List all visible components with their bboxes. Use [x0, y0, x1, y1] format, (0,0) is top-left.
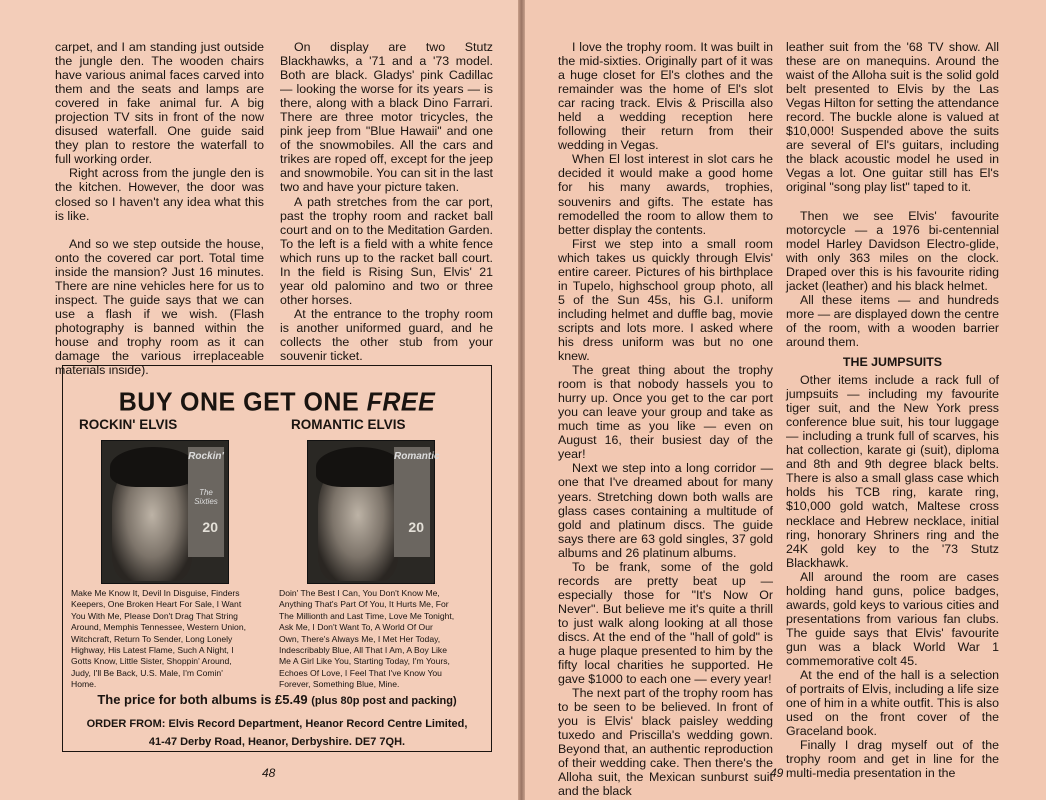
paragraph: Then we see Elvis' favourite motorcycle — a 1976 bi-centennial model Harley Davidson Electro-glide, with only 363 miles on the clock. Draped over this is his favourite riding jacket (leather) and his black helmet.	[786, 208, 999, 293]
paragraph: And so we step outside the house, onto the covered car port. Total time inside the mansion? Just 16 minutes. There are nine vehicles here for us to inspect. The guide says that we can use a flash if we wish. (Flash photography is banned within the house and trophy room as it can damage the various irreplaceable materials inside).	[55, 236, 264, 378]
cover-number: 20	[408, 519, 424, 535]
ad-order-address: ORDER FROM: Elvis Record Department, Heanor Record Centre Limited, 41-47 Derby Road, Heanor, Derbyshire. DE7 7QH.	[86, 718, 468, 748]
book-gutter	[518, 0, 525, 800]
paragraph: On display are two Stutz Blackhawks, a '71 and a '73 model. Both are black. Gladys' pink Cadillac — looking the worse for its years — is there, along with a black Dino Farrari. There are three motor tricycles, the pink jeep from "Blue Hawaii" and one of the snowmobiles. All the cars and trikes are roped off, except for the jeep and snowmobile. You can sit in the last two and have your picture taken.	[280, 40, 493, 195]
ad-price: The price for both albums is £5.49 (plus 80p post and packing)	[97, 692, 457, 707]
album1-tracklist: Make Me Know It, Devil In Disguise, Finders Keepers, One Broken Heart For Sale, I Want You With Me, Please Don't Drag That String Around, Memphis Tennessee, Western Union, Witchcraft, Return To Sender, Long Lonely Highway, His Latest Flame, Such A Night, I Gotts Know, Little Sister, Shoppin' Around, Judy, I'll Be Back, U.S. Male, I'm Comin' Home.	[71, 588, 246, 690]
paragraph: The next part of the trophy room has to be seen to be believed. In front of you is Elvis' black paisley wedding tuxedo and Priscilla's wedding gown. Beyond that, an authentic reproduction of their wedding cake. Then there's the Alloha suit, the Mexican sunburst suit and the black	[558, 686, 773, 799]
paragraph: When El lost interest in slot cars he decided it would make a good home for his many awards, trophies, souvenirs and gifts. The estate has remodelled the room to allow them to better display the contents.	[558, 152, 773, 237]
paragraph: A path stretches from the car port, past the trophy room and racket ball court and on to the Meditation Garden. To the left is a field with a white fence which runs up to the racket ball court. In the field is Rising Sun, Elvis' 21 year old palomino and two or three other horses.	[280, 194, 493, 307]
paragraph: At the entrance to the trophy room is another uniformed guard, and he collects the other stub from your souvenir ticket.	[280, 306, 493, 364]
cover-label: Rockin' The Sixties	[188, 447, 224, 557]
right-column-1	[558, 40, 773, 799]
right-column-2	[786, 40, 999, 780]
left-column-1	[55, 40, 264, 377]
album2-cover-image	[307, 440, 440, 584]
paragraph: At the end of the hall is a selection of portraits of Elvis, including a life size one of him in a white outfit. This is also used on the front cover of the Graceland book.	[786, 668, 999, 739]
album2-title: ROMANTIC ELVIS	[291, 417, 406, 432]
cover-number: 20	[202, 519, 218, 535]
paragraph: The great thing about the trophy room is that nobody hassels you to hurry up. Once you get to the car port you can leave your group and take as much time as you like — even on August 16, their busiest day of the year!	[558, 363, 773, 462]
paragraph: carpet, and I am standing just outside the jungle den. The wooden chairs have various animal faces carved into them and the seats and lamps are covered in fake animal fur. A big projection TV sits in front of the now disused waterfall. One guide said they plan to restore the waterfall to full working order.	[55, 40, 264, 167]
paragraph: All around the room are cases holding hand guns, police badges, awards, gold keys to various cities and presentations from various fan clubs. The guide says that Elvis' favourite gun was a black World War 1 commemorative colt 45.	[786, 569, 999, 668]
hair-shape	[110, 447, 196, 487]
ad-headline: BUY ONE GET ONE FREE	[118, 387, 436, 417]
cover-label: Romantic	[394, 447, 430, 557]
album2-tracklist: Doin' The Best I Can, You Don't Know Me, Anything That's Part Of You, It Hurts Me, For The Millionth and Last Time, Love Me Tonight, Ask Me, I Don't Want To, A World Of Our Own, There's Always Me, I Met Her Today, Indescribably Blue, All That I Am, A Boy Like Me A Girl Like You, Starting Today, I'm Yours, Echoes Of Love, I Feel That I've Know You Forever, Something Blue, Mine.	[279, 588, 455, 690]
paragraph: To be frank, some of the gold records are pretty beat up — especially those for "It's Now Or Never". But believe me it's quite a thrill to just walk along looking at all those discs. At the end of the "hall of gold" is a huge plaque presented to him by the fifty local charities he supported. He gave $1000 to each one — every year!	[558, 559, 773, 687]
paragraph: First we step into a small room which takes us quickly through Elvis' entire career. Pictures of his birthplace in Tupelo, highschool group photo, all 5 of the Sun 45s, his G.I. uniform including helmet and duffle bag, movie scripts and lots more. I asked where his dress uniform was but no one knew.	[558, 236, 773, 364]
page-number: 49	[770, 766, 784, 780]
paragraph: I love the trophy room. It was built in the mid-sixties. Originally part of it was a huge closet for El's clothes and the remainder was the home of El's slot car racing track. Elvis & Priscilla also held a wedding reception here following their return from their wedding in Vegas.	[558, 40, 773, 153]
section-heading: THE JUMPSUITS	[842, 354, 943, 369]
album1-cover-image	[101, 440, 229, 584]
paragraph: Right across from the jungle den is the kitchen. However, the door was closed so I haven't any idea what this is like.	[55, 166, 264, 223]
paragraph: Finally I drag myself out of the trophy room and get in line for the multi-media presentation in the	[786, 738, 999, 781]
album1-title: ROCKIN' ELVIS	[79, 417, 178, 432]
page-number: 48	[262, 766, 276, 780]
hair-shape	[316, 447, 402, 487]
paragraph: Next we step into a long corridor — one that I've dreamed about for many years. Stretching down both walls are glass cases containing a multitude of gold and platinum discs. The guide says there are 63 gold singles, 37 gold albums and 26 platinum albums.	[558, 461, 773, 560]
album-advertisement	[62, 365, 492, 752]
paragraph: leather suit from the '68 TV show. All these are on manequins. Around the waist of the Alloha suit is the solid gold belt presented to Elvis by the Las Vegas Hilton for setting the attendance record. The buckle alone is valued at $10,000! Suspended above the suits are several of El's guitars, including the black acoustic model he used in Vegas a lot. One guitar still has El's original "song play list" taped to it.	[786, 40, 999, 195]
paragraph: Other items include a rack full of jumpsuits — including my favourite tiger suit, and the New York press conference blue suit, his tour luggage — including a trunk full of scarves, his hat collection, karate gi (suit), diploma and 8th and 9th degree black belts. There is also a small glass case which holds his TCB ring, karate ring, $10,000 gold watch, Maltese cross necklace and Hebrew necklace, initial ring, honorary Shriners ring and the 24K gold key to the '73 Stutz Blackhawk.	[786, 373, 999, 570]
paragraph: All these items — and hundreds more — are displayed down the centre of the room, with a wooden barrier around them.	[786, 292, 999, 349]
left-column-2	[280, 40, 493, 363]
